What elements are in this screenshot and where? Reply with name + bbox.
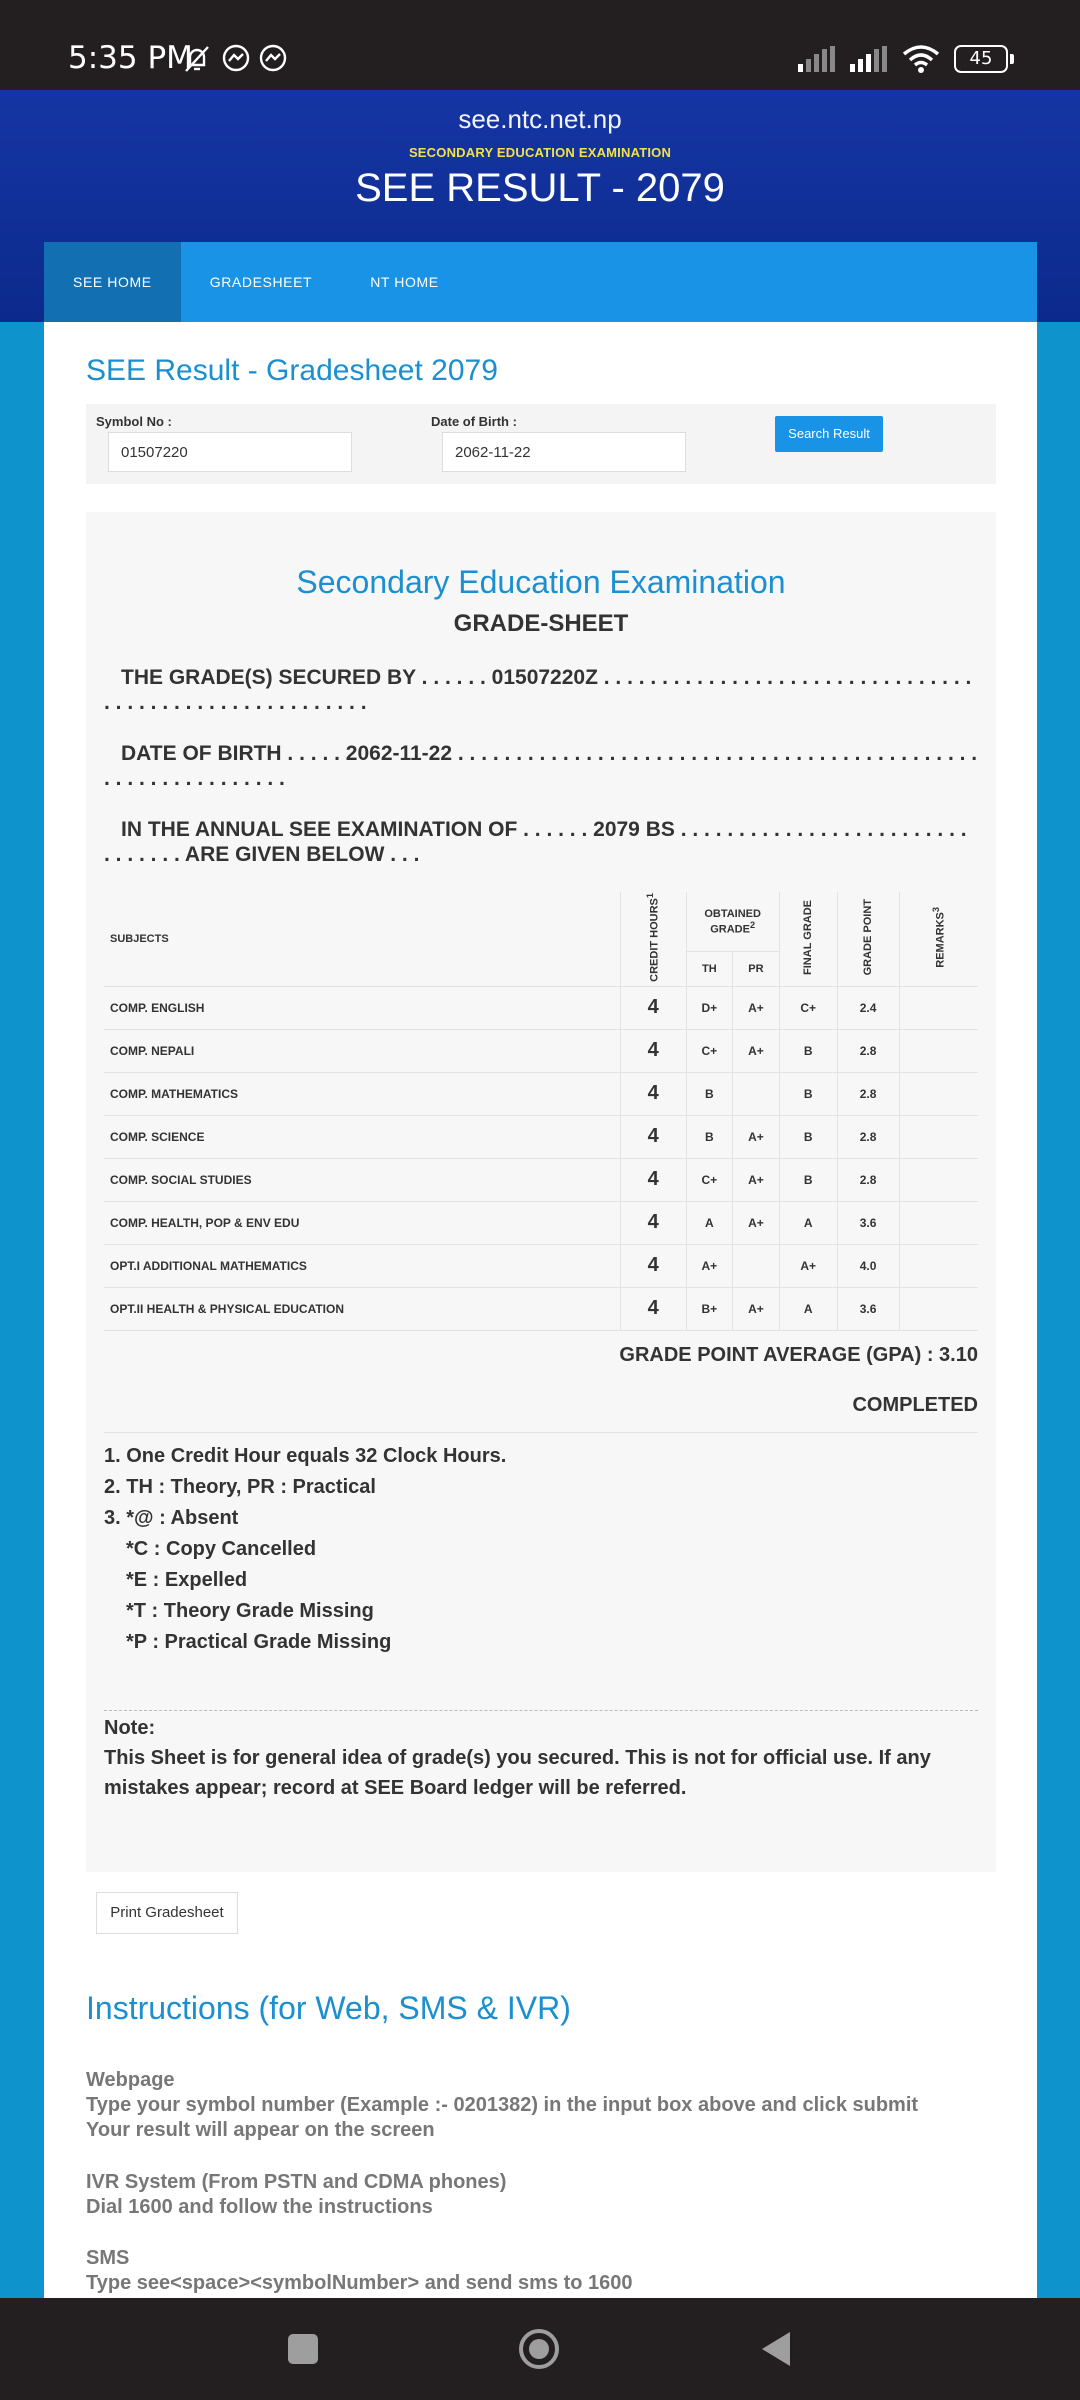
- legend-item: 3. *@ : Absent: [104, 1507, 239, 1529]
- table-row: [104, 1201, 978, 1244]
- signal-icon: [850, 46, 888, 72]
- nav-nt-home[interactable]: NT HOME: [370, 274, 439, 290]
- remarks: [899, 1029, 978, 1072]
- sms-line: Type see<space><symbolNumber> and send sms to 1600: [86, 2272, 633, 2294]
- credit-hours: 4: [620, 1158, 686, 1201]
- col-th: TH: [686, 952, 733, 987]
- final-grade: A: [779, 1287, 837, 1330]
- nav-see-home[interactable]: SEE HOME: [44, 242, 181, 322]
- search-result-button[interactable]: Search Result: [775, 416, 883, 452]
- ivr-instructions: [86, 2170, 996, 2220]
- site-domain: see.ntc.net.np: [458, 104, 622, 134]
- grade-point: 2.8: [837, 1115, 899, 1158]
- wifi-icon: [902, 44, 940, 74]
- table-row: [104, 1072, 978, 1115]
- credit-hours: 4: [620, 1201, 686, 1244]
- theory-grade: A+: [686, 1244, 733, 1287]
- remarks: [899, 1072, 978, 1115]
- final-grade: B: [779, 1029, 837, 1072]
- practical-grade: A+: [733, 1287, 780, 1330]
- subject-name: COMP. MATHEMATICS: [104, 1072, 620, 1115]
- grade-point: 2.8: [837, 1029, 899, 1072]
- symbol-label: Symbol No :: [96, 414, 172, 429]
- subject-name: OPT.I ADDITIONAL MATHEMATICS: [104, 1244, 620, 1287]
- webpage-title: Webpage: [86, 2069, 175, 2091]
- subject-name: COMP. HEALTH, POP & ENV EDU: [104, 1201, 620, 1244]
- remarks: [899, 1201, 978, 1244]
- final-grade: C+: [779, 986, 837, 1029]
- credit-hours: 4: [620, 1244, 686, 1287]
- grade-point: 3.6: [837, 1287, 899, 1330]
- credit-hours: 4: [620, 986, 686, 1029]
- note-title: Note:: [104, 1717, 156, 1739]
- legend-item: 1. One Credit Hour equals 32 Clock Hours.: [104, 1445, 507, 1467]
- content-container: [44, 322, 1037, 2298]
- legend-item: 2. TH : Theory, PR : Practical: [104, 1476, 376, 1498]
- credit-hours: 4: [620, 1287, 686, 1330]
- col-final-grade: FINAL GRADE: [779, 892, 837, 986]
- grade-point: 2.8: [837, 1158, 899, 1201]
- page-title: SEE Result - Gradesheet 2079: [86, 354, 498, 387]
- sms-instructions: [86, 2246, 996, 2296]
- note-text: This Sheet is for general idea of grade(s) you secured. This is not for official use. If any mistakes appear; record at SEE Board ledger will be referred.: [104, 1747, 931, 1799]
- col-remarks: REMARKS$^3$: [899, 892, 978, 986]
- table-row: [104, 1115, 978, 1158]
- legend-item: *E : Expelled: [126, 1569, 248, 1591]
- status-bar: [0, 0, 1080, 90]
- webpage-line: Your result will appear on the screen: [86, 2119, 435, 2141]
- theory-grade: B: [686, 1115, 733, 1158]
- final-grade: A+: [779, 1244, 837, 1287]
- grades-table: [104, 892, 978, 1331]
- final-grade: A: [779, 1201, 837, 1244]
- webpage-line: Type your symbol number (Example :- 0201382) in the input box above and click submit: [86, 2094, 919, 2116]
- practical-grade: A+: [733, 1158, 780, 1201]
- theory-grade: C+: [686, 1158, 733, 1201]
- theory-grade: C+: [686, 1029, 733, 1072]
- webpage-instructions: [86, 2068, 996, 2143]
- secured-by-line: THE GRADE(S) SECURED BY . . . . . . 01507220Z . . . . . . . . . . . . . . . . . . . . . . . . . . . . . . . . . . . . . . . . . . . . . . . . . . . . . . .: [104, 666, 978, 714]
- col-credit-hours: CREDIT HOURS$^1$: [620, 892, 686, 986]
- messenger-icon: [221, 44, 251, 74]
- subject-name: COMP. NEPALI: [104, 1029, 620, 1072]
- practical-grade: A+: [733, 986, 780, 1029]
- dob-label: Date of Birth :: [431, 414, 517, 429]
- battery-indicator: 45: [954, 45, 1008, 73]
- subject-name: OPT.II HEALTH & PHYSICAL EDUCATION: [104, 1287, 620, 1330]
- final-grade: B: [779, 1072, 837, 1115]
- final-grade: B: [779, 1115, 837, 1158]
- theory-grade: B+: [686, 1287, 733, 1330]
- sheet-title: Secondary Education Examination: [296, 564, 786, 600]
- messenger-icon: [258, 44, 288, 74]
- table-row: [104, 1287, 978, 1330]
- subject-name: COMP. ENGLISH: [104, 986, 620, 1029]
- remarks: [899, 986, 978, 1029]
- site-title: SEE RESULT - 2079: [355, 166, 725, 210]
- bell-muted-icon: [182, 44, 212, 74]
- col-subjects: SUBJECTS: [104, 892, 620, 986]
- grade-point: 3.6: [837, 1201, 899, 1244]
- home-button-icon[interactable]: [518, 2328, 560, 2370]
- credit-hours: 4: [620, 1115, 686, 1158]
- col-pr: PR: [733, 952, 780, 987]
- table-row: [104, 1158, 978, 1201]
- recents-button-icon[interactable]: [286, 2332, 320, 2366]
- dob-input[interactable]: 2062-11-22: [442, 432, 686, 472]
- grade-point: 2.8: [837, 1072, 899, 1115]
- legend-item: *T : Theory Grade Missing: [126, 1600, 374, 1622]
- practical-grade: A+: [733, 1029, 780, 1072]
- legend-item: *C : Copy Cancelled: [126, 1538, 317, 1560]
- table-row: [104, 1029, 978, 1072]
- practical-grade: A+: [733, 1201, 780, 1244]
- ivr-line: Dial 1600 and follow the instructions: [86, 2196, 433, 2218]
- symbol-input[interactable]: 01507220: [108, 432, 352, 472]
- grade-point: 2.4: [837, 986, 899, 1029]
- col-obtained-grade: OBTAINED GRADE$^2$: [686, 892, 779, 952]
- remarks: [899, 1158, 978, 1201]
- table-row: [104, 986, 978, 1029]
- ivr-title: IVR System (From PSTN and CDMA phones): [86, 2171, 507, 2193]
- result-status: COMPLETED: [852, 1394, 978, 1416]
- remarks: [899, 1115, 978, 1158]
- nav-gradesheet[interactable]: GRADESHEET: [209, 274, 313, 290]
- exam-label: SECONDARY EDUCATION EXAMINATION: [408, 145, 672, 160]
- credit-hours: 4: [620, 1029, 686, 1072]
- remarks: [899, 1244, 978, 1287]
- practical-grade: [733, 1072, 780, 1115]
- annual-exam-line: IN THE ANNUAL SEE EXAMINATION OF . . . . . . 2079 BS . . . . . . . . . . . . . . . . . . . . . . . . . . . . . . . . ARE GIVEN BELOW . . .: [104, 818, 973, 866]
- system-navigation-bar: [0, 2298, 1080, 2400]
- gpa-value: GRADE POINT AVERAGE (GPA) : 3.10: [619, 1344, 978, 1366]
- sheet-subtitle: GRADE-SHEET: [453, 610, 629, 637]
- note: [104, 1710, 978, 1803]
- sms-title: SMS: [86, 2247, 130, 2269]
- back-button-icon[interactable]: [760, 2330, 792, 2368]
- legend: [104, 1432, 978, 1658]
- main-nav: [44, 242, 1037, 322]
- legend-item: *P : Practical Grade Missing: [126, 1631, 392, 1653]
- dob-line: DATE OF BIRTH . . . . . 2062-11-22 . . . . . . . . . . . . . . . . . . . . . . . . . . . . . . . . . . . . . . . . . . . . . . . . . . . . . . . . . . . . .: [104, 742, 983, 790]
- subject-name: COMP. SCIENCE: [104, 1115, 620, 1158]
- clock: 5:35 PM: [68, 40, 193, 76]
- final-grade: B: [779, 1158, 837, 1201]
- credit-hours: 4: [620, 1072, 686, 1115]
- grade-point: 4.0: [837, 1244, 899, 1287]
- instructions-heading: Instructions (for Web, SMS & IVR): [86, 1990, 571, 2026]
- remarks: [899, 1287, 978, 1330]
- theory-grade: B: [686, 1072, 733, 1115]
- theory-grade: A: [686, 1201, 733, 1244]
- subject-name: COMP. SOCIAL STUDIES: [104, 1158, 620, 1201]
- col-grade-point: GRADE POINT: [837, 892, 899, 986]
- theory-grade: D+: [686, 986, 733, 1029]
- search-form: [86, 404, 996, 484]
- table-row: [104, 1244, 978, 1287]
- signal-icon: [798, 46, 836, 72]
- print-gradesheet-button[interactable]: Print Gradesheet: [96, 1892, 238, 1934]
- gradesheet: [86, 512, 996, 1872]
- practical-grade: A+: [733, 1115, 780, 1158]
- practical-grade: [733, 1244, 780, 1287]
